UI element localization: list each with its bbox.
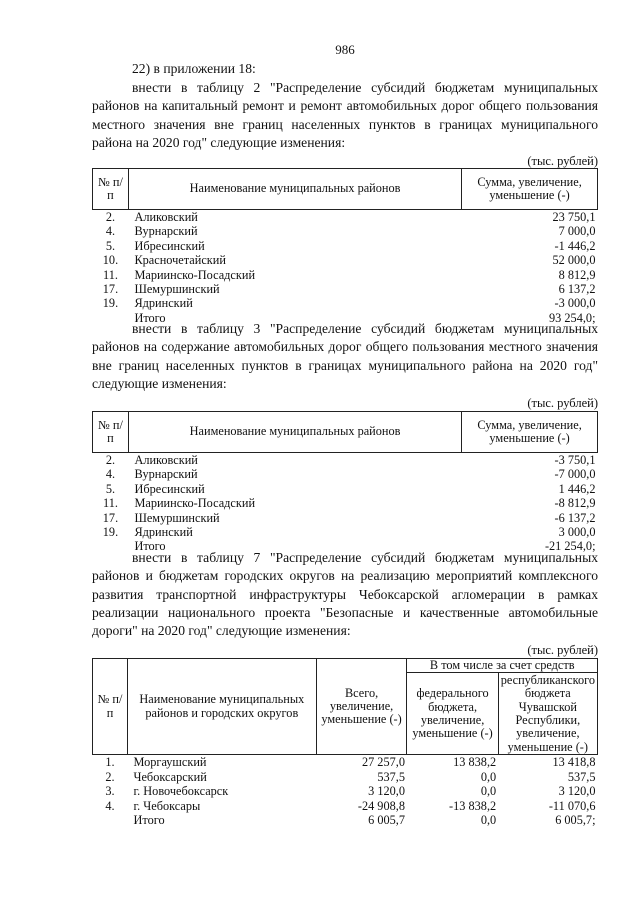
table-row: 2. Аликовский -3 750,1 (105, 453, 596, 467)
header-total: Всего, увеличение, уменьшение (-) (316, 659, 407, 755)
table-row: 3. г. Новочебоксарск 3 120,0 0,0 3 120,0 (105, 784, 596, 799)
table-2-body (93, 210, 598, 326)
section3-unit: (тыс. рублей) (527, 643, 598, 657)
intro-line: 22) в приложении 18: (132, 61, 256, 76)
header-num: № п/п (93, 659, 128, 755)
table-row: 19. Ядринский 3 000,0 (102, 525, 596, 540)
header-num: № п/п (93, 169, 129, 210)
section3-text: внести в таблицу 7 "Распределение субсидий бюджетам муниципальных районов и бюджетам городских округов на реализацию мероприятий комплексного развития транспортной инфраструктуры Чебоксарской агломерации в рамках реализации национального проекта "Безопасные и качественные автомобильные дороги" на 2020 год" следующие изменения: (92, 550, 598, 639)
header-name: Наименование муниципальных районов (128, 412, 461, 453)
table-7-body (93, 755, 598, 828)
page-number: 986 (335, 42, 355, 57)
header-name: Наименование муниципальных районов и городских округов (127, 659, 316, 755)
section2-text: внести в таблицу 3 "Распределение субсидий бюджетам муниципальных районов на содержание автомобильных дорог общего пользования местного значения вне границ населенных пунктов в границах муниципального района на 2020 год" следующие изменения: (92, 321, 598, 391)
table-row: 5. Ибресинский 1 446,2 (105, 481, 596, 496)
section2-unit: (тыс. рублей) (527, 396, 598, 410)
table-row-total: Итого 93 254,0; (134, 310, 596, 325)
table-row: 4. г. Чебоксары -24 908,8 -13 838,2 -11 070,6 (105, 798, 596, 813)
table-row: 2. Чебоксарский 537,5 0,0 537,5 (105, 769, 596, 784)
table-7 (92, 658, 598, 827)
section1-unit: (тыс. рублей) (527, 154, 598, 168)
section1-text: внести в таблицу 2 "Распределение субсидий бюджетам муниципальных районов на капитальный ремонт и ремонт автомобильных дорог общего пользования местного значения вне границ населенных пунктов в границах муниципального района на 2020 год" следующие изменения: (92, 80, 598, 150)
table-row-total: Итого 6 005,7 0,0 6 005,7; (133, 813, 596, 828)
table-3 (92, 411, 598, 554)
header-federal: федерального бюджета, увеличение, уменьшение (-) (407, 673, 498, 755)
header-group: В том числе за счет средств (407, 659, 598, 673)
table-row: 17. Шемуршинский -6 137,2 (102, 510, 596, 525)
table-row: 19. Ядринский -3 000,0 (102, 296, 596, 311)
table-row: 11. Мариинско-Посадский 8 812,9 (103, 267, 596, 282)
header-num: № п/п (93, 412, 129, 453)
table-row: 11. Мариинско-Посадский -8 812,9 (103, 496, 596, 511)
table-2 (92, 168, 598, 325)
table-row: 10. Красночетайский 52 000,0 (102, 253, 596, 268)
header-name: Наименование муниципальных районов (128, 169, 461, 210)
header-sum: Сумма, увеличение, уменьшение (-) (462, 169, 598, 210)
table-row: 17. Шемуршинский 6 137,2 (102, 282, 596, 297)
header-sum: Сумма, увеличение, уменьшение (-) (462, 412, 598, 453)
table-row: 5. Ибресинский -1 446,2 (105, 238, 596, 253)
table-row: 1. Моргаушский 27 257,0 13 838,2 13 418,8 (105, 755, 596, 770)
table-row-total: Итого -21 254,0; (134, 539, 596, 554)
table-3-body (93, 453, 598, 554)
header-republic: республиканского бюджета Чувашской Республики, увеличение, уменьшение (-) (498, 673, 597, 755)
table-row: 2. Аликовский 23 750,1 (105, 210, 596, 224)
table-row: 4. Вурнарский -7 000,0 (105, 467, 596, 482)
table-row: 4. Вурнарский 7 000,0 (105, 224, 596, 239)
